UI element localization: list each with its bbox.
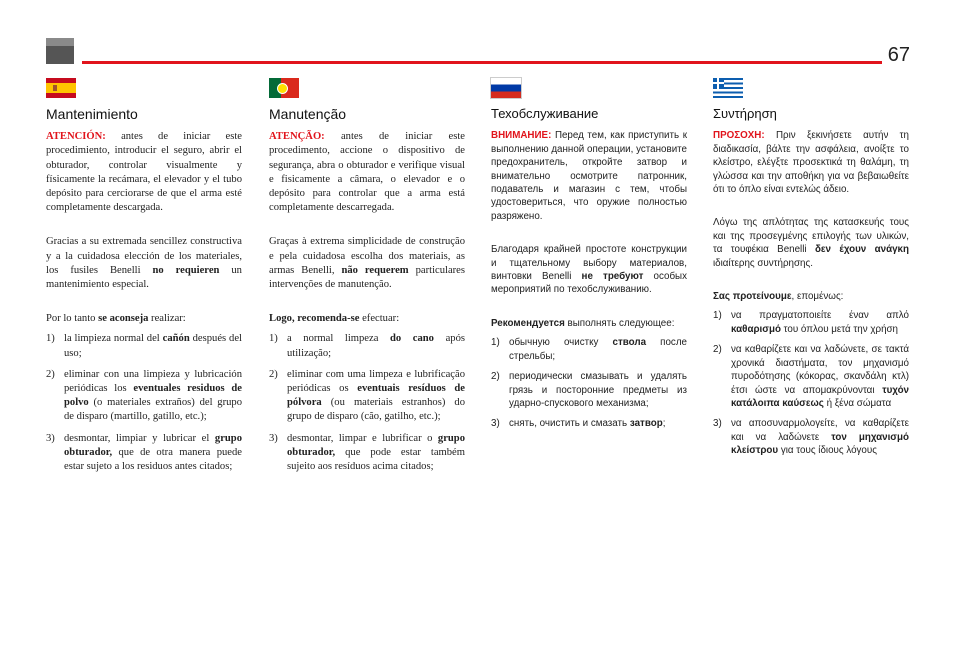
body-paragraph [491,243,687,297]
intro-text: выполнять следующее: [564,317,675,329]
list-text: desmontar, limpiar y lubricar el grupo obturador, que de otra manera puede estar sujeto a los residuos antes citados; [64,432,242,473]
warning-label: ΠΡΟΣΟΧΗ: [713,130,765,142]
list-text: eliminar con una limpieza y lubricación periódicas los eventuales residuos de polvo (o materiales extraños) del grupo de disparo (martillo, gatillo, etc.); [64,368,242,423]
list-item [491,417,687,430]
portugal-flag-icon [269,78,299,98]
list-text: eliminar com uma limpeza e lubrificação periódicas os eventuais resíduos de pólvora (ou materiais estranhos) do grupo de disparo (cão, gatilho, etc.); [287,368,465,423]
body-emphasis: no requieren [152,264,220,276]
list-number: 3) [46,432,55,444]
body-emphasis: не требуют [581,271,644,283]
column-russian [491,78,687,438]
list-item [491,336,687,363]
list-number: 2) [46,368,55,380]
list-text: a normal limpeza do cano após utilização; [287,333,465,359]
warning-text: Перед тем, как приступить к выполнению данной операции, установите предохранитель, откройте затвор и внимательно осмотрите патронник, подаватель и магазин с тем, чтобы удостовериться, что оружие полностью разряжено. [491,130,687,222]
body-text: Λόγω της απλότητας της κατασκευής τους και της προσεγμένης επιλογής των υλικών, τα τουφέκια Benelli [713,217,909,256]
intro-emphasis: se aconseja [98,313,149,325]
list-item [269,332,465,360]
warning-label: ATENÇÃO: [269,131,325,143]
page-number: 67 [887,44,910,66]
list-number: 3) [491,418,500,430]
body-paragraph [713,216,909,270]
column-spanish [46,78,242,481]
section-title: Συντήρηση [713,106,777,121]
section-title: Manutenção [269,106,347,122]
body-paragraph [46,235,242,292]
list-text: να αποσυναρμολογείτε, να καθαρίζετε και να λαδώνετε τον μηχανισμό κλείστρου για τους ίδιους λόγους [731,418,909,457]
body-text: Graças à extrema simplicidade de construção e pela cuidadosa escolha dos materiais, as armas Benelli, [269,236,465,276]
list-number: 3) [713,418,722,430]
intro-text: realizar: [148,313,186,325]
list-intro [491,317,687,330]
body-text: ιδιαίτερης συντήρησης. [713,257,813,269]
list-item [713,309,909,336]
list-intro [46,312,242,326]
column-greek [713,78,909,465]
warning-paragraph [46,130,242,215]
list-item [269,432,465,475]
body-text: un mantenimiento especial. [46,264,242,291]
russia-flag-icon [491,78,521,98]
list-text: периодически смазывать и удалять грязь и посторонние предметы из ударно-спускового механизма; [509,371,687,409]
list-item [491,370,687,410]
intro-text: efectuar: [359,313,400,325]
intro-emphasis: Σας προτείνουμε [713,291,792,303]
list-intro [713,290,909,303]
list-item [46,332,242,360]
list-number: 1) [713,310,722,322]
list-text: να καθαρίζετε και να λαδώνετε, σε τακτά χρονικά διαστήματα, τον μηχανισμό πυροδότησης (κόκορας, σκανδάλη κτλ) έτσι ώστε να απομακρύνονται τυχόν κατάλοιπα καύσεως ή ξένα σώματα [731,344,909,409]
intro-emphasis: Рекомендуется [491,317,565,329]
list-number: 3) [269,432,278,444]
body-paragraph [269,235,465,292]
greece-flag-icon [713,78,743,98]
list-item [713,343,909,410]
list-intro [269,312,465,326]
corner-logo-mark [46,38,74,64]
warning-paragraph [713,129,909,196]
list-number: 2) [491,371,500,383]
body-text: особых мероприятий по техобслуживанию. [491,271,687,296]
warning-label: ATENCIÓN: [46,131,106,143]
warning-text: antes de iniciar este procedimiento, introducir el seguro, abrir el obturador, controlar visualmente y físicamente la recámara, el elevador y el tubo depósito para cerciorarse de que el arma esté completamente descargada. [46,131,242,214]
maintenance-list [713,309,909,457]
list-item [269,368,465,425]
body-text: Gracias a su extremada sencillez constructiva y a la cuidadosa elección de los materiales, los fusiles Benelli [46,236,242,276]
warning-paragraph [491,129,687,223]
list-item [46,432,242,475]
maintenance-list [491,336,687,430]
section-title: Mantenimiento [46,106,138,122]
intro-text: Por lo tanto [46,313,99,325]
maintenance-list [269,332,465,474]
list-number: 1) [491,337,500,349]
list-text: обычную очистку ствола после стрельбы; [509,337,687,362]
list-number: 1) [269,333,278,345]
list-item [713,417,909,457]
list-number: 2) [269,368,278,380]
column-portuguese [269,78,465,481]
intro-text: , επομένως: [791,291,844,303]
list-text: la limpieza normal del cañón después del uso; [64,333,242,359]
section-title: Техобслуживание [491,106,599,121]
body-text: particulares intervenções de manutenção. [269,264,466,291]
warning-text: antes de iniciar este procedimento, accione o dispositivo de segurança, abra o obturador e verifique visual e fisicamente a câmara, o elevador e o depósito para controlar que a arma está completamente descarregada. [269,131,465,214]
maintenance-list [46,332,242,474]
list-number: 1) [46,333,55,345]
body-emphasis: δεν έχουν ανάγκη [814,244,910,256]
list-number: 2) [713,344,722,356]
warning-paragraph [269,130,465,215]
body-text: Благодаря крайней простоте конструкции и тщательному выбору материалов, винтовки Benelli [491,244,687,283]
list-text: να πραγματοποιείτε έναν απλό καθαρισμό του όπλου μετά την χρήση [731,310,909,335]
list-item [46,368,242,425]
warning-text: Πριν ξεκινήσετε αυτήν τη διαδικασία, βάλτε την ασφάλεια, ανοίξτε το κλείστρο, ελέγξτε προσεκτικά τη θαλάμη, τη γλώσσα και την αποθήκη για να βεβαιωθείτε ότι το όπλο είναι εντελώς άδειο. [713,130,909,196]
header-rule [82,61,882,64]
spain-flag-icon [46,78,76,98]
intro-emphasis: Logo, recomenda-se [269,313,360,325]
list-text: desmontar, limpar e lubrificar o grupo obturador, que pode estar também sujeito aos resíduos acima citados; [287,432,465,473]
body-emphasis: não requerem [341,264,409,276]
warning-label: ВНИМАНИЕ: [491,130,552,142]
list-text: снять, очистить и смазать затвор; [509,418,666,430]
